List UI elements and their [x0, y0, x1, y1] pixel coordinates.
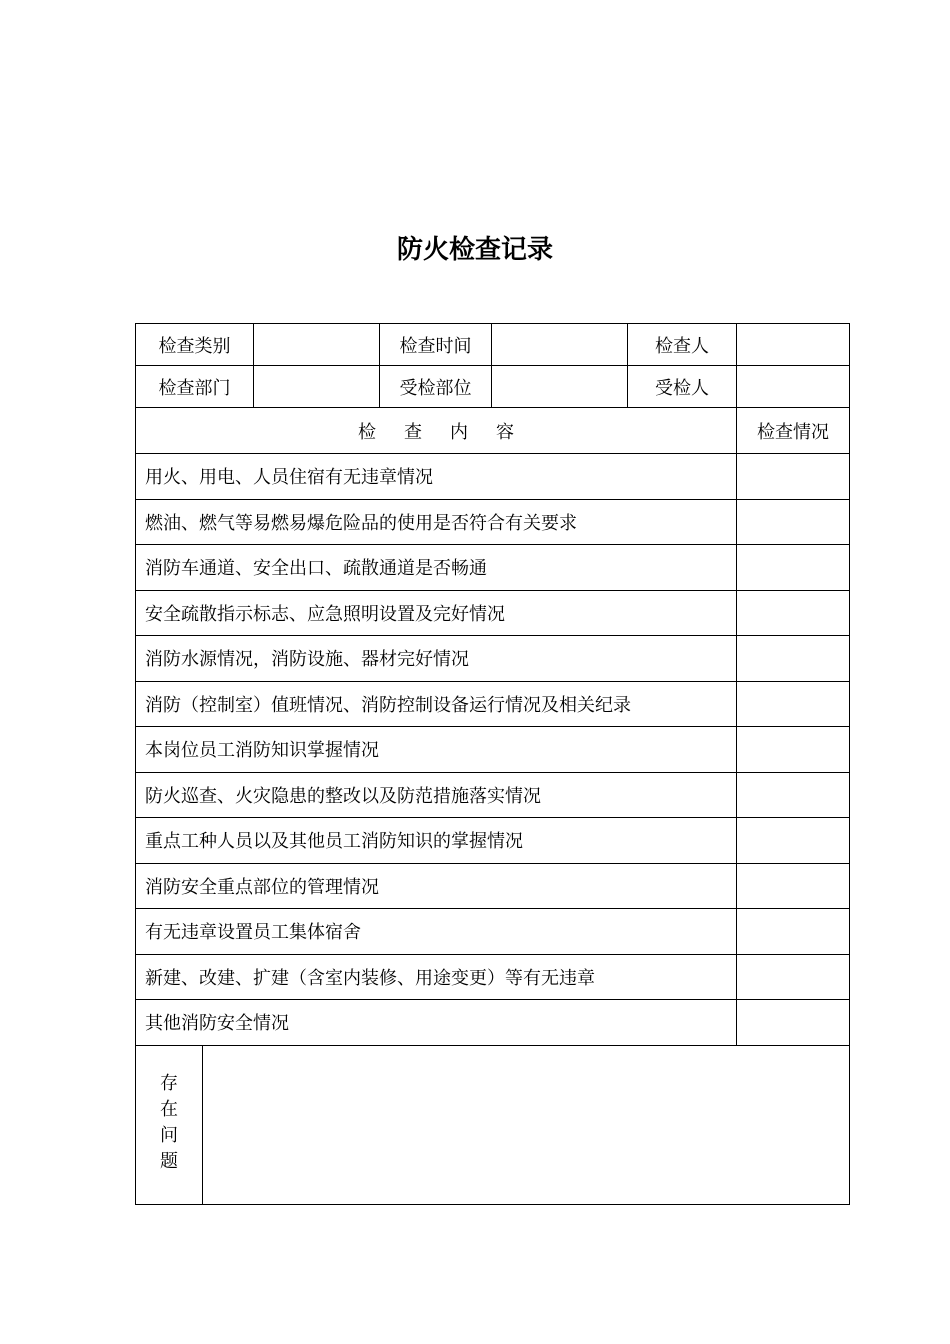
- label-inspection-type: 检查类别: [136, 324, 254, 366]
- issues-label-char: 在: [160, 1098, 178, 1120]
- check-item-row: [136, 909, 850, 955]
- check-item-text: 新建、改建、扩建（含室内装修、用途变更）等有无违章: [136, 954, 737, 1000]
- label-inspection-time: 检查时间: [380, 324, 492, 366]
- check-item-row: [136, 727, 850, 773]
- label-inspection-department: 检查部门: [136, 366, 254, 408]
- check-item-status[interactable]: [737, 454, 850, 500]
- issues-row: [136, 1045, 850, 1204]
- check-item-text: 燃油、燃气等易燃易爆危险品的使用是否符合有关要求: [136, 499, 737, 545]
- check-item-status[interactable]: [737, 954, 850, 1000]
- issues-field[interactable]: [203, 1045, 850, 1204]
- check-item-status[interactable]: [737, 772, 850, 818]
- issues-label-char: 问: [160, 1124, 178, 1146]
- check-item-text: 消防车通道、安全出口、疏散通道是否畅通: [136, 545, 737, 591]
- issues-label-char: 存: [160, 1072, 178, 1094]
- header-row-2: [136, 366, 850, 408]
- check-item-row: [136, 954, 850, 1000]
- check-item-row: [136, 772, 850, 818]
- issues-label-char: 题: [160, 1150, 178, 1172]
- check-item-row: [136, 499, 850, 545]
- check-item-text: 防火巡查、火灾隐患的整改以及防范措施落实情况: [136, 772, 737, 818]
- check-item-text: 消防（控制室）值班情况、消防控制设备运行情况及相关纪录: [136, 681, 737, 727]
- field-inspection-department[interactable]: [254, 366, 380, 408]
- check-item-row: [136, 545, 850, 591]
- check-item-row: [136, 590, 850, 636]
- check-item-row: [136, 454, 850, 500]
- check-item-status[interactable]: [737, 545, 850, 591]
- check-item-status[interactable]: [737, 818, 850, 864]
- check-item-text: 其他消防安全情况: [136, 1000, 737, 1046]
- field-inspection-type[interactable]: [254, 324, 380, 366]
- check-item-text: 本岗位员工消防知识掌握情况: [136, 727, 737, 773]
- check-item-status[interactable]: [737, 499, 850, 545]
- check-item-row: [136, 681, 850, 727]
- document-title: 防火检查记录: [396, 235, 553, 265]
- check-item-text: 重点工种人员以及其他员工消防知识的掌握情况: [136, 818, 737, 864]
- check-item-row: [136, 1000, 850, 1046]
- content-header: 检查内容: [136, 408, 737, 454]
- check-item-row: [136, 863, 850, 909]
- label-inspector: 检查人: [628, 324, 737, 366]
- field-inspected-area[interactable]: [492, 366, 628, 408]
- check-item-text: 用火、用电、人员住宿有无违章情况: [136, 454, 737, 500]
- header-row-1: [136, 324, 850, 366]
- check-item-status[interactable]: [737, 863, 850, 909]
- check-item-text: 消防安全重点部位的管理情况: [136, 863, 737, 909]
- check-item-text: 消防水源情况，消防设施、器材完好情况: [136, 636, 737, 682]
- content-header-row: [136, 408, 850, 454]
- check-item-text: 安全疏散指示标志、应急照明设置及完好情况: [136, 590, 737, 636]
- label-inspectee: 受检人: [628, 366, 737, 408]
- check-item-status[interactable]: [737, 636, 850, 682]
- check-item-status[interactable]: [737, 727, 850, 773]
- field-inspector[interactable]: [737, 324, 850, 366]
- check-item-row: [136, 818, 850, 864]
- check-item-status[interactable]: [737, 590, 850, 636]
- status-header: 检查情况: [737, 408, 850, 454]
- label-inspected-area: 受检部位: [380, 366, 492, 408]
- check-item-status[interactable]: [737, 909, 850, 955]
- issues-label: [136, 1045, 203, 1204]
- check-item-text: 有无违章设置员工集体宿舍: [136, 909, 737, 955]
- field-inspectee[interactable]: [737, 366, 850, 408]
- check-item-status[interactable]: [737, 681, 850, 727]
- field-inspection-time[interactable]: [492, 324, 628, 366]
- inspection-table: [135, 323, 850, 1205]
- check-item-row: [136, 636, 850, 682]
- check-item-status[interactable]: [737, 1000, 850, 1046]
